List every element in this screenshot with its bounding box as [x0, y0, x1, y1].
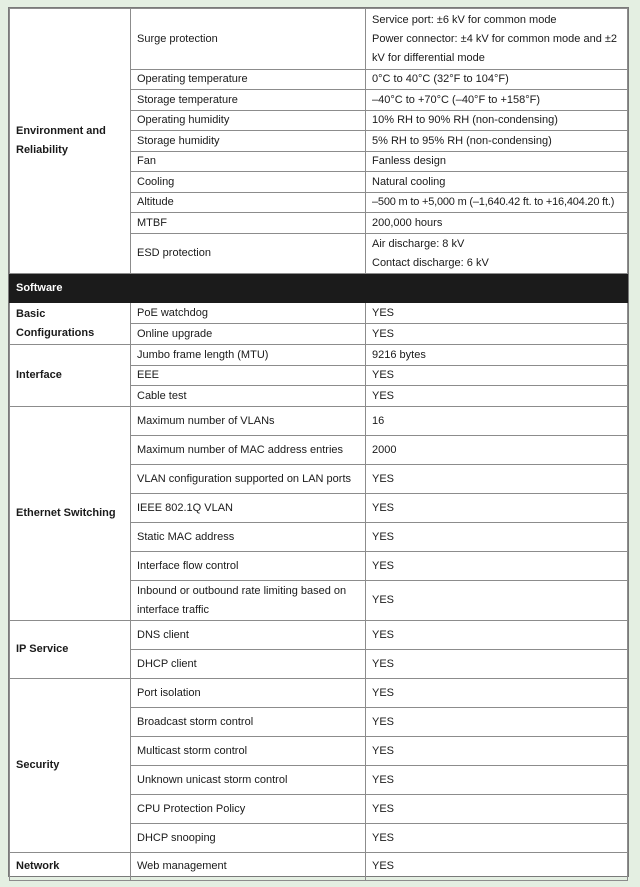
- category-cell: Interface: [10, 345, 131, 407]
- spec-name-line: interface traffic: [137, 603, 209, 616]
- spec-table: [9, 8, 628, 881]
- spec-value: YES: [366, 824, 628, 853]
- spec-value: YES: [366, 366, 628, 386]
- spec-value: Fanless design: [366, 152, 628, 172]
- spec-name: Jumbo frame length (MTU): [131, 345, 366, 366]
- spec-name: Storage humidity: [131, 131, 366, 152]
- spec-name: [131, 581, 366, 621]
- spec-value: YES: [366, 386, 628, 407]
- spec-value: Natural cooling: [366, 172, 628, 193]
- spec-name: Fan: [131, 152, 366, 172]
- spec-value: 200,000 hours: [366, 213, 628, 234]
- category-cell: Network: [10, 853, 131, 881]
- spec-value: YES: [366, 853, 628, 881]
- spec-value: 2000: [366, 436, 628, 465]
- section-header: Software: [10, 274, 628, 303]
- spec-name: Broadcast storm control: [131, 708, 366, 737]
- spec-value: –500 m to +5,000 m (–1,640.42 ft. to +16,404.20 ft.): [366, 193, 628, 213]
- spec-name: Altitude: [131, 193, 366, 213]
- spec-name: Interface flow control: [131, 552, 366, 581]
- spec-value: 5% RH to 95% RH (non-condensing): [366, 131, 628, 152]
- spec-value: YES: [366, 679, 628, 708]
- spec-name: CPU Protection Policy: [131, 795, 366, 824]
- spec-name: DHCP snooping: [131, 824, 366, 853]
- spec-value-line: Contact discharge: 6 kV: [372, 256, 489, 269]
- spec-name: Operating humidity: [131, 111, 366, 131]
- spec-value: –40°C to +70°C (–40°F to +158°F): [366, 90, 628, 111]
- spec-value: YES: [366, 621, 628, 650]
- spec-name-line: Inbound or outbound rate limiting based on: [137, 584, 347, 597]
- spec-name: DHCP client: [131, 650, 366, 679]
- spec-value: YES: [366, 766, 628, 795]
- spec-value: YES: [366, 552, 628, 581]
- spec-value: YES: [366, 303, 628, 324]
- table-row: [10, 303, 628, 324]
- spec-name: EEE: [131, 366, 366, 386]
- spec-value-line: Service port: ±6 kV for common mode: [372, 13, 557, 26]
- category-cell: IP Service: [10, 621, 131, 679]
- table-row: [10, 679, 628, 708]
- spec-name: VLAN configuration supported on LAN ports: [131, 465, 366, 494]
- spec-name: Maximum number of MAC address entries: [131, 436, 366, 465]
- spec-name: Port isolation: [131, 679, 366, 708]
- spec-name: Storage temperature: [131, 90, 366, 111]
- category-cell: Security: [10, 679, 131, 853]
- spec-value: YES: [366, 324, 628, 345]
- spec-name: Online upgrade: [131, 324, 366, 345]
- spec-name: Unknown unicast storm control: [131, 766, 366, 795]
- spec-value: YES: [366, 708, 628, 737]
- spec-value-line: kV for differential mode: [372, 51, 485, 64]
- spec-value: YES: [366, 795, 628, 824]
- table-row: [10, 345, 628, 366]
- spec-name: Maximum number of VLANs: [131, 407, 366, 436]
- spec-name: DNS client: [131, 621, 366, 650]
- spec-value: 9216 bytes: [366, 345, 628, 366]
- spec-name: Static MAC address: [131, 523, 366, 552]
- spec-value: 10% RH to 90% RH (non-condensing): [366, 111, 628, 131]
- spec-name: Operating temperature: [131, 70, 366, 90]
- table-row: [10, 853, 628, 881]
- spec-name: Surge protection: [131, 9, 366, 70]
- spec-value: YES: [366, 465, 628, 494]
- spec-name: MTBF: [131, 213, 366, 234]
- spec-value: [366, 9, 628, 70]
- spec-value: YES: [366, 737, 628, 766]
- category-cell: Ethernet Switching: [10, 407, 131, 621]
- spec-value-line: Power connector: ±4 kV for common mode and ±2: [372, 32, 618, 45]
- spec-value: 16: [366, 407, 628, 436]
- section-header-row: [10, 274, 628, 303]
- spec-name: Cooling: [131, 172, 366, 193]
- category-cell: Environment and Reliability: [10, 9, 131, 274]
- spec-name: Cable test: [131, 386, 366, 407]
- table-row: [10, 9, 628, 70]
- spec-value: 0°C to 40°C (32°F to 104°F): [366, 70, 628, 90]
- spec-value: YES: [366, 523, 628, 552]
- spec-name: Multicast storm control: [131, 737, 366, 766]
- spec-value: YES: [366, 581, 628, 621]
- category-cell: Basic Configurations: [10, 303, 131, 345]
- spec-name: Web management: [131, 853, 366, 881]
- spec-value: YES: [366, 494, 628, 523]
- table-row: [10, 621, 628, 650]
- spec-value-line: Air discharge: 8 kV: [372, 237, 465, 250]
- spec-table-frame: [8, 7, 629, 877]
- spec-value: [366, 234, 628, 274]
- spec-name: IEEE 802.1Q VLAN: [131, 494, 366, 523]
- spec-name: PoE watchdog: [131, 303, 366, 324]
- table-row: [10, 407, 628, 436]
- spec-name: ESD protection: [131, 234, 366, 274]
- spec-value: YES: [366, 650, 628, 679]
